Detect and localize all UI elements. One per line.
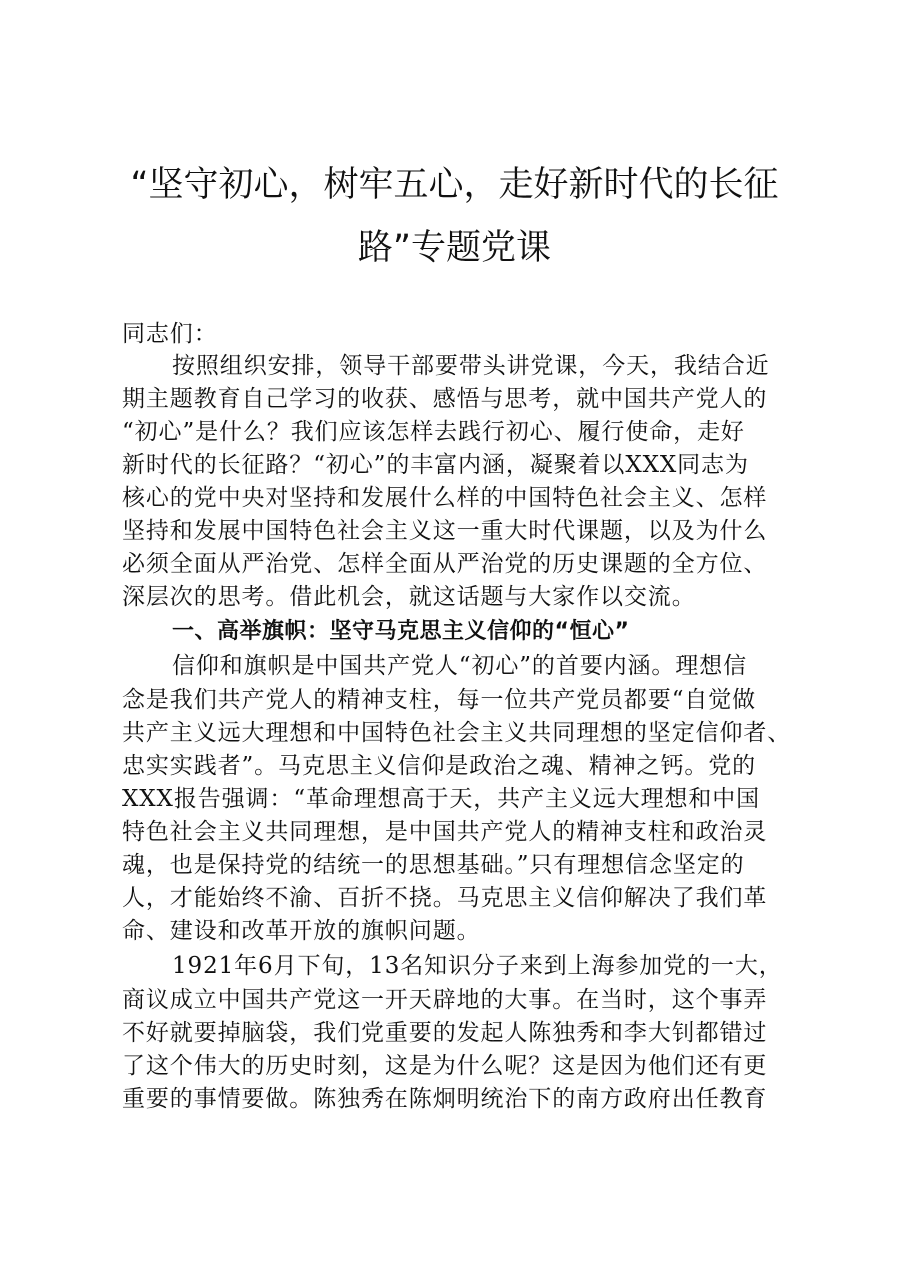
intro-line: 深层次的思考。借此机会，就这话题与大家作以交流。 xyxy=(122,584,696,610)
intro-line: 新时代的长征路？“初心”的丰富内涵，凝聚着以XXX同志为 xyxy=(122,452,749,478)
document-title-line-2: 路”专题党课 xyxy=(357,228,552,268)
section-heading: 一、高举旗帜：坚守马克思主义信仰的“恒心” xyxy=(172,619,630,644)
paragraph-line: 特色社会主义共同理想，是中国共产党人的精神支柱和政治灵 xyxy=(122,819,768,845)
paragraph-line: 命、建设和改革开放的旗帜问题。 xyxy=(122,918,481,944)
intro-line: 必须全面从严治党、怎样全面从严治党的历史课题的全方位、 xyxy=(122,551,768,577)
intro-line: 核心的党中央对坚持和发展什么样的中国特色社会主义、怎样 xyxy=(122,485,768,511)
paragraph-line: 1921年6月下旬，13名知识分子来到上海参加党的一大， xyxy=(172,953,783,979)
paragraph-line: 了这个伟大的历史时刻，这是为什么呢？这是因为他们还有更 xyxy=(122,1053,768,1079)
intro-line: 坚持和发展中国特色社会主义这一重大时代课题，以及为什么 xyxy=(122,518,768,544)
paragraph-line: XXX报告强调：“革命理想高于天，共产主义远大理想和中国 xyxy=(122,786,761,812)
paragraph-line: 商议成立中国共产党这一开天辟地的大事。在当时，这个事弄 xyxy=(122,987,768,1013)
salutation: 同志们： xyxy=(122,321,218,347)
intro-line: “初心”是什么？我们应该怎样去践行初心、履行使命，走好 xyxy=(122,419,745,445)
paragraph-line: 魂，也是保持党的结统一的思想基础。”只有理想信念坚定的 xyxy=(122,852,745,878)
document-title-line-1: “坚守初心，树牢五心，走好新时代的长征 xyxy=(130,165,779,205)
paragraph-line: 共产主义远大理想和中国特色社会主义共同理想的坚定信仰者、 xyxy=(122,720,792,746)
paragraph-line: 重要的事情要做。陈独秀在陈炯明统治下的南方政府出任教育 xyxy=(122,1086,768,1112)
paragraph-line: 不好就要掉脑袋，我们党重要的发起人陈独秀和李大钊都错过 xyxy=(122,1020,768,1046)
intro-line: 按照组织安排，领导干部要带头讲党课，今天，我结合近 xyxy=(172,353,770,379)
intro-line: 期主题教育自己学习的收获、感悟与思考，就中国共产党人的 xyxy=(122,386,768,412)
paragraph-line: 人，才能始终不渝、百折不挠。马克思主义信仰解决了我们革 xyxy=(122,885,768,911)
paragraph-line: 念是我们共产党人的精神支柱，每一位共产党员都要“自觉做 xyxy=(122,687,757,713)
paragraph-line: 忠实实践者”。马克思主义信仰是政治之魂、精神之钙。党的 xyxy=(122,753,757,779)
paragraph-line: 信仰和旗帜是中国共产党人“初心”的首要内涵。理想信 xyxy=(172,653,748,679)
